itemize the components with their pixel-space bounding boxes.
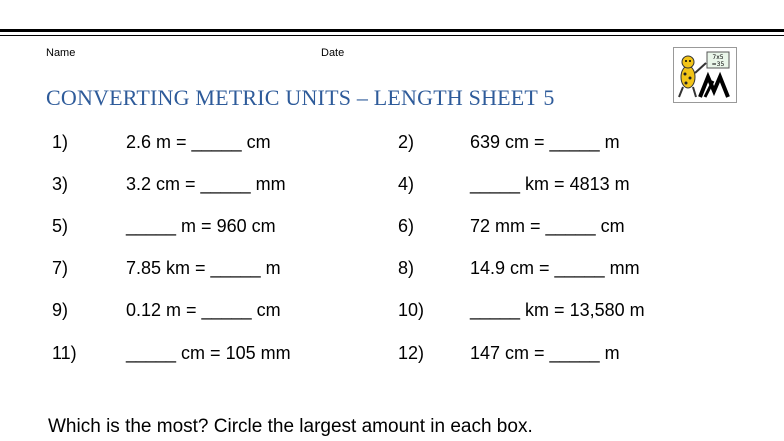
top-rule-thick [0,29,784,32]
question-number: 2) [398,132,415,152]
question-text: 0.12 m = _____ cm [126,300,281,320]
question-number: 1) [52,132,69,152]
question-number: 3) [52,174,69,194]
question-text: 147 cm = _____ m [470,343,620,363]
question-number: 12) [398,343,425,363]
instruction-text: Which is the most? Circle the largest amount in each box. [48,416,533,437]
question-text: _____ cm = 105 mm [126,343,291,363]
question-number: 4) [398,174,415,194]
question-text: _____ m = 960 cm [126,216,276,236]
logo-board-line-2: =35 [711,61,725,68]
question-text: 3.2 cm = _____ mm [126,174,286,194]
question-number: 7) [52,258,69,278]
logo-board-line-1: 7x5 [712,54,724,61]
question-text: _____ km = 13,580 m [470,300,645,320]
question-number: 6) [398,216,415,236]
question-number: 9) [52,300,69,320]
question-text: 7.85 km = _____ m [126,258,281,278]
question-text: 639 cm = _____ m [470,132,620,152]
question-number: 11) [52,343,77,363]
question-text: 2.6 m = _____ cm [126,132,271,152]
question-text: 72 mm = _____ cm [470,216,625,236]
question-text: _____ km = 4813 m [470,174,630,194]
question-number: 10) [398,300,425,320]
top-rule-thin [0,35,784,36]
question-number: 8) [398,258,415,278]
name-label: Name [46,47,76,59]
question-number: 5) [52,216,69,236]
worksheet-title: CONVERTING METRIC UNITS – LENGTH SHEET 5 [46,85,555,110]
math-salamanders-logo-icon [673,47,737,103]
date-label: Date [321,47,345,59]
question-text: 14.9 cm = _____ mm [470,258,640,278]
